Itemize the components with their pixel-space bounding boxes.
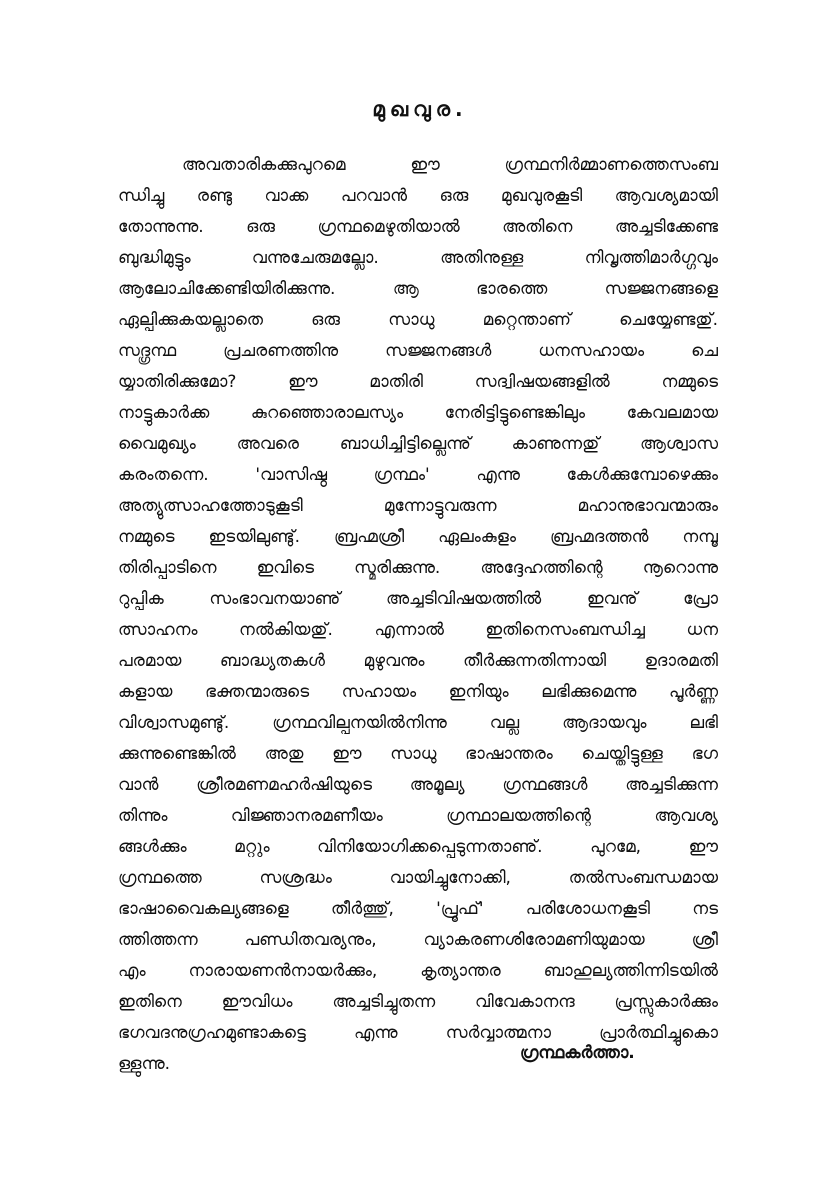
body-line: തിരിപ്പാടിനെ ഇവിടെ സ്മരിക്കുന്നു. അദ്ദേഹത്തിന്റെ നൂറൊന്നു — [118, 558, 718, 578]
body-line: എം നാരായണൻനായർക്കും, കൃത്യാന്തര ബാഹുല്യത്തിന്നിടയിൽ — [118, 961, 718, 981]
body-line: നമ്മുടെ ഇടയിലുണ്ടു്. ബ്രഹ്മശ്രീ ഏലംകുളം ബ്രഹ്മദത്തൻ നമ്പൂ — [118, 527, 718, 547]
body-line: തിന്നും വിജ്ഞാനരമണീയം ഗ്രന്ഥാലയത്തിന്റെ ആവശ്യ — [118, 806, 718, 826]
body-line: ത്തിത്തന്ന പണ്ഡിതവര്യനും, വ്യാകരണശിരോമണിയുമായ ശ്രീ — [118, 930, 718, 950]
body-line: സദ്ഗ്രന്ഥ പ്രചരണത്തിനു സജ്ജനങ്ങൾ ധനസഹായം ചെ — [118, 341, 718, 361]
body-line: ങ്ങൾക്കും മറ്റും വിനിയോഗിക്കപ്പെടുന്നതാണു്. പുറമേ, ഈ — [118, 837, 718, 857]
body-line: അവതാരികക്കുപുറമെ ഈ ഗ്രന്ഥനിർമ്മാണത്തെസംബ — [182, 155, 718, 175]
body-line: ഭാഷാവൈകല്യങ്ങളെ തീർത്തു്, 'പ്രൂഫ്' പരിശോധനകൂടി നട — [118, 899, 718, 919]
preface-body — [118, 150, 718, 1080]
author-signature: ഗ്രന്ഥകർത്താ. — [520, 1043, 635, 1063]
body-line: കരംതന്നെ. 'വാസിഷ്ഠ ഗ്രന്ഥം' എന്നു കേൾക്കുമ്പോഴെക്കും — [118, 465, 718, 485]
body-line: ക്കുന്നുണ്ടെങ്കിൽ അതു ഈ സാധു ഭാഷാന്തരം ചെയ്തിട്ടുള്ള ഭഗ — [118, 744, 718, 764]
body-line: ബുദ്ധിമുട്ടും വന്നുചേരുമല്ലോ. അതിനുള്ള നിവൃത്തിമാർഗ്ഗവും — [118, 248, 718, 268]
body-line: തോന്നുന്നു. ഒരു ഗ്രന്ഥമെഴുതിയാൽ അതിനെ അച്ചടിക്കേണ്ട — [118, 217, 718, 237]
page-title: മുഖവുര. — [372, 97, 468, 121]
body-line: വാൻ ശ്രീരമണമഹർഷിയുടെ അമൂല്യ ഗ്രന്ഥങ്ങൾ അച്ചടിക്കുന്ന — [118, 775, 718, 795]
body-line: ഗ്രന്ഥത്തെ സശ്രദ്ധം വായിച്ചുനോക്കി, തൽസംബന്ധമായ — [118, 868, 718, 888]
body-line: ഭഗവദനുഗ്രഹമുണ്ടാകട്ടെ എന്നു സർവ്വാത്മനാ പ്രാർത്ഥിച്ചുകൊ — [118, 1023, 718, 1043]
body-line: കളായ ഭക്തന്മാരുടെ സഹായം ഇനിയും ലഭിക്കുമെന്നു പൂർണ്ണ — [118, 682, 718, 702]
body-line: ഏല്പിക്കുകയല്ലാതെ ഒരു സാധു മറ്റെന്താണ് ചെയ്യേണ്ടതു്. — [118, 310, 718, 330]
body-line: ത്സാഹനം നൽകിയതു്. എന്നാൽ ഇതിനെസംബന്ധിച്ച ധന — [118, 620, 718, 640]
body-line: റുപ്പിക സംഭാവനയാണു് അച്ചടിവിഷയത്തിൽ ഇവനു് പ്രോ — [118, 589, 718, 609]
body-line: ഇതിനെ ഈവിധം അച്ചടിച്ചുതന്ന വിവേകാനന്ദ പ്രസ്സുകാർക്കും — [118, 992, 718, 1012]
body-line: നാട്ടുകാർക്ക കുറഞ്ഞൊരാലസ്യം നേരിട്ടിട്ടുണ്ടെങ്കിലും കേവലമായ — [118, 403, 718, 423]
body-line: പരമായ ബാദ്ധ്യതകൾ മുഴുവനും തീർക്കുന്നതിന്നായി ഉദാരമതി — [118, 651, 718, 671]
body-line: വിശ്വാസമുണ്ടു്. ഗ്രന്ഥവില്പനയിൽനിന്നു വല്ല ആദായവും ലഭി — [118, 713, 718, 733]
body-line: ന്ധിച്ചു രണ്ടു വാക്ക പറവാൻ ഒരു മുഖവുരകൂടി ആവശ്യമായി — [118, 186, 718, 206]
body-line: അത്യുത്സാഹത്തോടുകൂടി മുന്നോട്ടുവരുന്ന മഹാനുഭാവന്മാരും — [118, 496, 718, 516]
body-line: വൈമുഖ്യം അവരെ ബാധിച്ചിട്ടില്ലെന്നു് കാണുന്നതു് ആശ്വാസ — [118, 434, 718, 454]
body-line: ആലോചിക്കേണ്ടിയിരിക്കുന്നു. ആ ഭാരത്തെ സജ്ജനങ്ങളെ — [118, 279, 718, 299]
body-line: യ്യാതിരിക്കുമോ? ഈ മാതിരി സദ്വിഷയങ്ങളിൽ നമ്മുടെ — [118, 372, 718, 392]
body-line: ള്ളുന്നു. — [118, 1054, 171, 1074]
